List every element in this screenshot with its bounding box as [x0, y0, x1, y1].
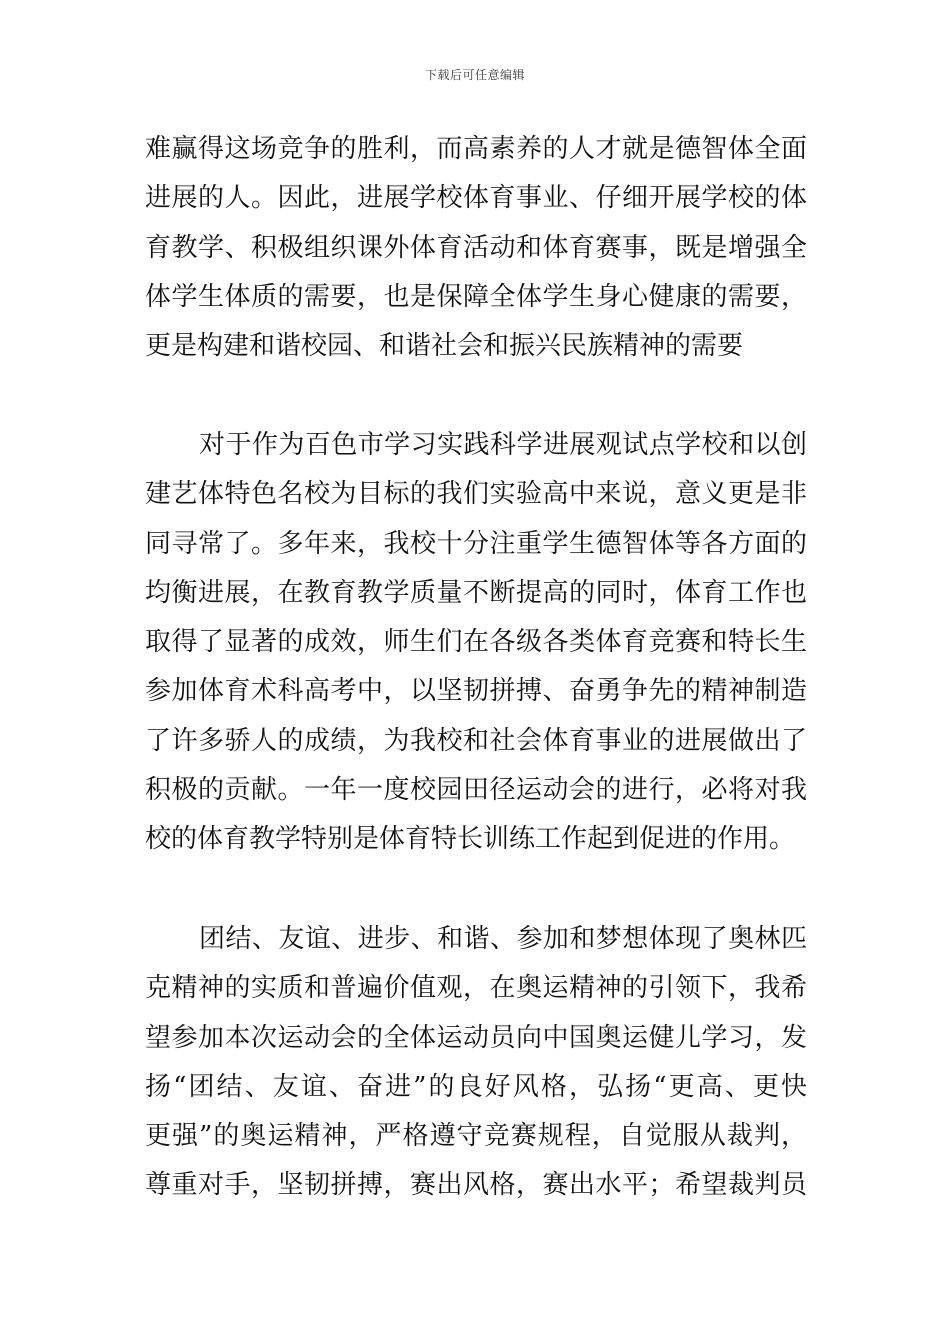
text-line: 克精神的实质和普遍价值观，在奥运精神的引领下，我希 [145, 973, 807, 1004]
text-line: 育教学、积极组织课外体育活动和体育赛事，既是增强全 [145, 232, 807, 263]
text-line: 更是构建和谐校园、和谐社会和振兴民族精神的需要 [145, 331, 744, 362]
text-line: 积极的贡献。一年一度校园田径运动会的进行，必将对我 [145, 775, 807, 806]
text-line: 对于作为百色市学习实践科学进展观试点学校和以创 [199, 430, 807, 460]
text-line: 团结、友谊、进步、和谐、参加和梦想体现了奥林匹 [199, 924, 807, 954]
paragraph-3 [145, 915, 807, 1211]
text-line: 参加体育术科高考中，以坚韧拼搏、奋勇争先的精神制造 [145, 676, 807, 707]
text-line: 体学生体质的需要，也是保障全体学生身心健康的需要， [145, 281, 807, 312]
page-header: 下载后可任意编辑 [424, 68, 525, 82]
text-line: 尊重对手，坚韧拼搏，赛出风格，赛出水平；希望裁判员 [145, 1170, 807, 1201]
text-line: 更强”的奥运精神，严格遵守竞赛规程，自觉服从裁判， [145, 1121, 807, 1152]
text-line: 进展的人。因此，进展学校体育事业、仔细开展学校的体 [145, 183, 807, 214]
text-line: 难赢得这场竞争的胜利，而高素养的人才就是德智体全面 [145, 134, 807, 164]
text-line: 均衡进展，在教育教学质量不断提高的同时，体育工作也 [145, 577, 807, 608]
text-line: 校的体育教学特别是体育特长训练工作起到促进的作用。 [145, 824, 796, 855]
paragraph-2 [145, 421, 807, 865]
text-line: 了许多骄人的成绩，为我校和社会体育事业的进展做出了 [145, 725, 807, 756]
text-line: 取得了显著的成效，师生们在各级各类体育竞赛和特长生 [145, 627, 807, 658]
paragraph-1 [145, 125, 807, 371]
text-line: 望参加本次运动会的全体运动员向中国奥运健儿学习，发 [145, 1022, 807, 1053]
text-line: 同寻常了。多年来，我校十分注重学生德智体等各方面的 [145, 528, 807, 559]
text-line: 建艺体特色名校为目标的我们实验高中来说，意义更是非 [145, 479, 807, 510]
text-line: 扬“团结、友谊、奋进”的良好风格，弘扬“更高、更快 [145, 1071, 807, 1102]
